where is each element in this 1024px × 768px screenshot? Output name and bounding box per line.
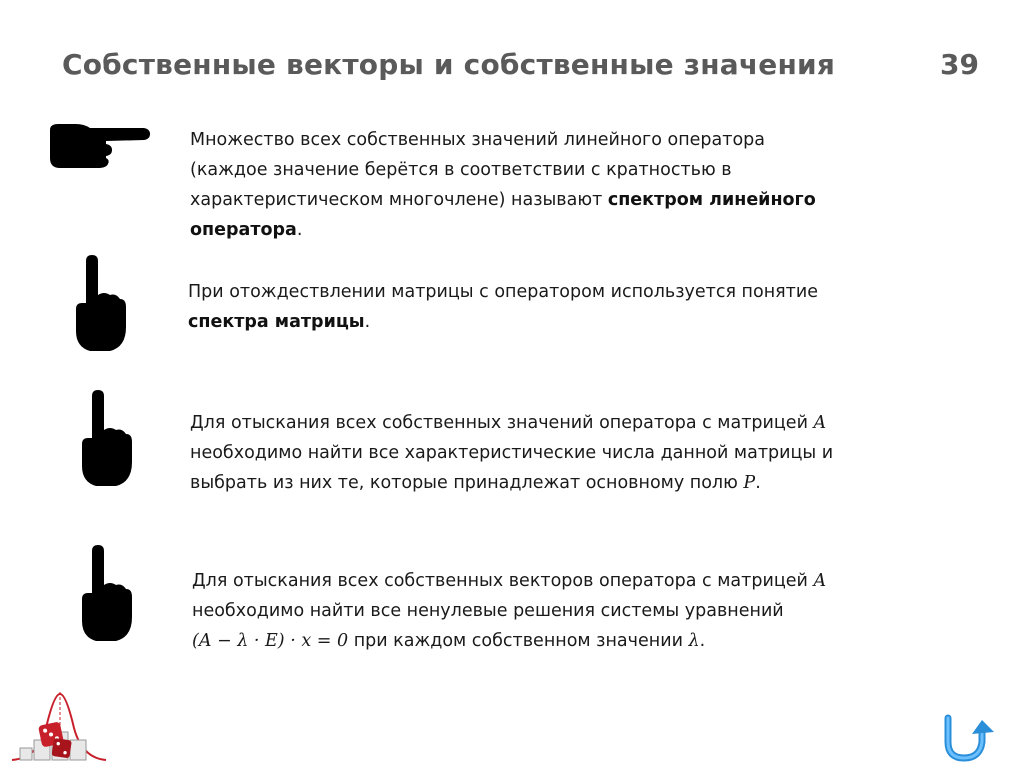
pointing-hand-up-icon (70, 255, 128, 353)
block4-line1 (192, 566, 826, 596)
block1-line3 (190, 185, 816, 215)
block2-line2 (188, 307, 818, 337)
block3-line1 (190, 408, 833, 438)
text-block-3 (190, 408, 833, 498)
pointing-hand-right-icon (46, 120, 152, 172)
matrix-spectrum-term: спектра матрицы (188, 312, 365, 332)
field-symbol-p: P (743, 473, 756, 493)
block3-line3-tail: . (755, 473, 761, 493)
slide-title: Собственные векторы и собственные значения (62, 48, 836, 81)
block3-line3 (190, 468, 833, 498)
text-block-1 (190, 125, 816, 245)
block3-line1-text: Для отыскания всех собственных значений оператора с матрицей (190, 413, 814, 433)
matrix-symbol-a: A (813, 413, 827, 433)
return-arrow-icon[interactable] (940, 714, 998, 762)
pointing-hand-up-icon (76, 545, 134, 643)
block3-line2: необходимо найти все характеристические числа данной матрицы и (190, 443, 834, 463)
block1-line4 (190, 215, 816, 245)
text-block-2 (188, 277, 818, 337)
block4-line3 (192, 626, 826, 656)
block1-line3-text: характеристическом многочлене) называют (190, 190, 608, 210)
dice-normal-curve-logo-icon (8, 688, 108, 764)
pointing-hand-up-icon (76, 390, 134, 488)
block4-line3-text: при каждом собственном значении (348, 631, 689, 651)
block1-line1: Множество всех собственных значений линейного оператора (190, 130, 765, 150)
matrix-symbol-a: A (813, 571, 827, 591)
spectrum-term: спектром линейного (607, 190, 816, 210)
block2-line2-tail: . (364, 312, 371, 332)
eigen-equation: (A − λ · E) · x = 0 (192, 631, 349, 651)
lambda-symbol: λ (688, 631, 700, 651)
spectrum-term-end: оператора (190, 220, 297, 240)
block4-line1-text: Для отыскания всех собственных векторов оператора с матрицей (192, 571, 814, 591)
block3-line3-text: выбрать из них те, которые принадлежат основному полю (190, 473, 744, 493)
block1-line4-tail: . (296, 220, 303, 240)
block4-line2: необходимо найти все ненулевые решения системы уравнений (192, 601, 784, 621)
block2-line1: При отождествлении матрицы с оператором используется понятие (188, 282, 819, 302)
block1-line2: (каждое значение берётся в соответствии с кратностью в (190, 160, 732, 180)
block4-line3-tail: . (699, 631, 706, 651)
page-number: 39 (940, 48, 979, 81)
text-block-4 (192, 566, 826, 656)
